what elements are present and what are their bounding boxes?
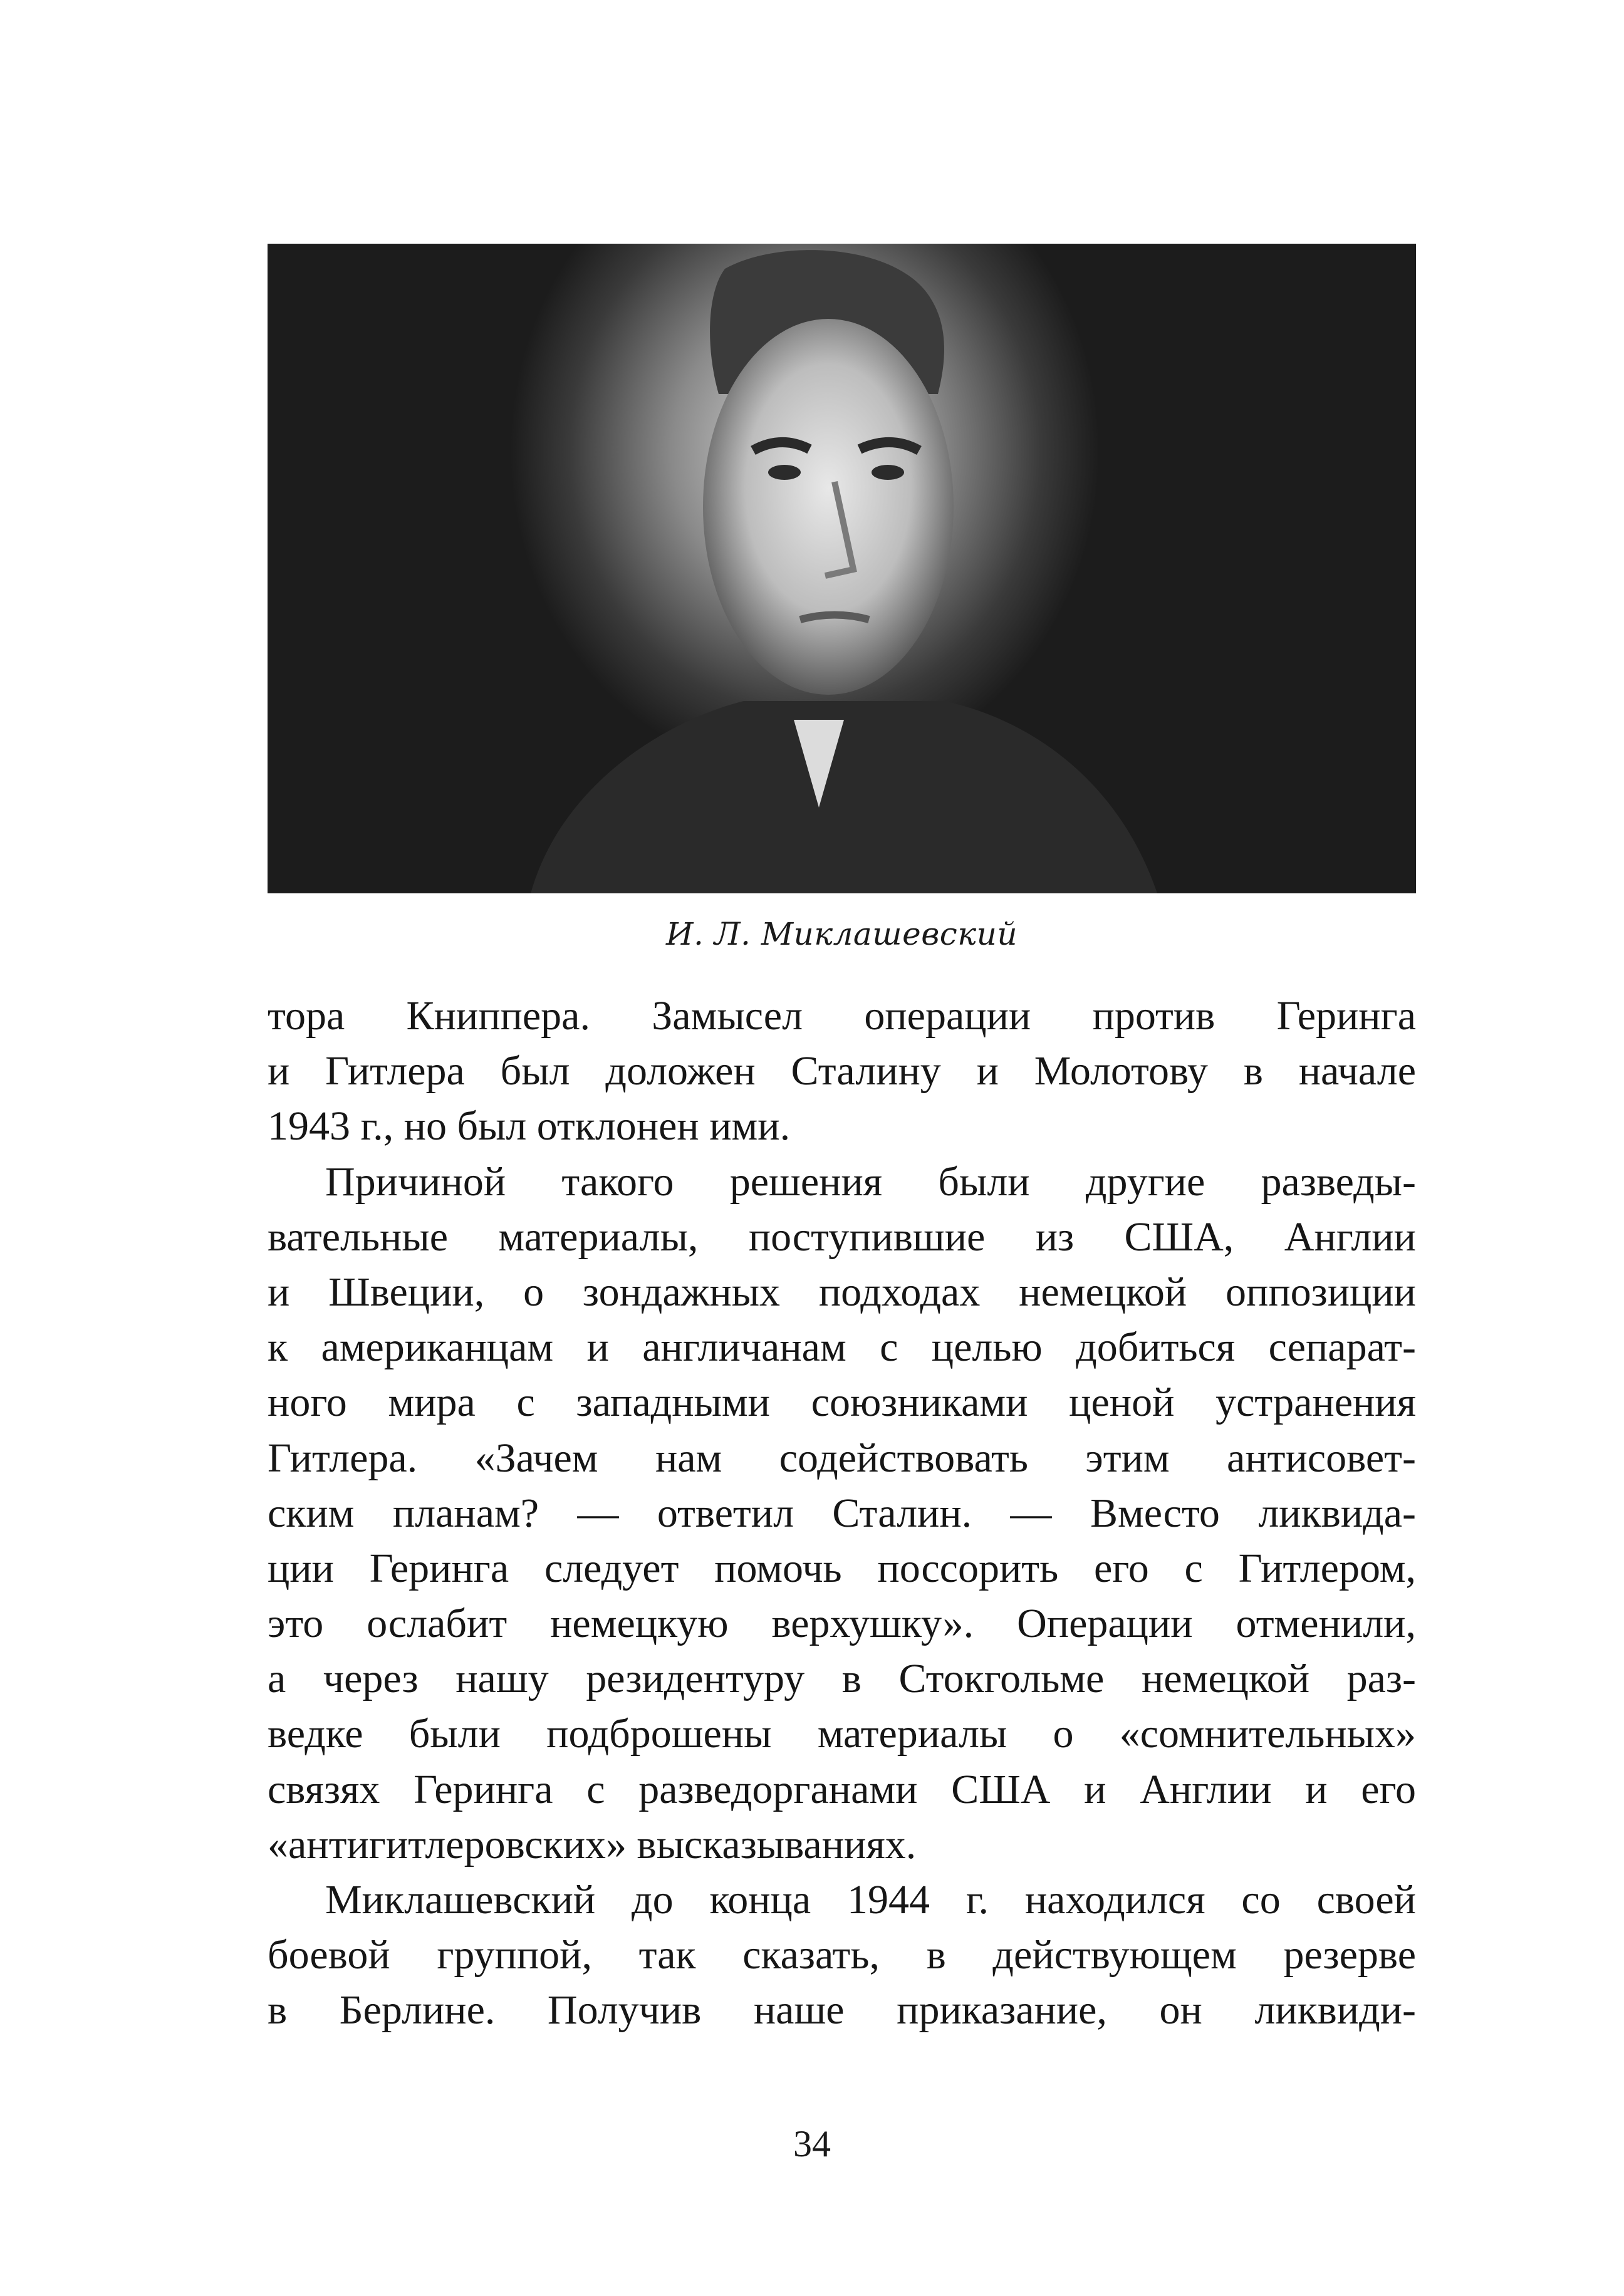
page-number: 34: [793, 2123, 831, 2164]
text-line: боевой группой, так сказать, в действующем резерве: [268, 1932, 1416, 1978]
text-line: ции Геринга следует помочь поссорить его с Гитлером,: [268, 1545, 1416, 1591]
text-line: 1943 г., но был отклонен ими.: [268, 1103, 791, 1150]
portrait-image: [268, 244, 1416, 893]
text-line: тора Книппера. Замысел операции против Геринга: [268, 993, 1416, 1039]
text-line: Причиной такого решения были другие разведы-: [325, 1158, 1416, 1205]
text-line: ного мира с западными союзниками ценой устранения: [268, 1379, 1416, 1426]
text-line: Миклашевский до конца 1944 г. находился со своей: [325, 1877, 1416, 1923]
text-line: вательные материалы, поступившие из США, Англии: [268, 1213, 1416, 1260]
text-line: к американцам и англичанам с целью добиться сепарат-: [268, 1324, 1416, 1371]
portrait-photo: [268, 244, 1416, 893]
body-text: [268, 989, 1416, 2039]
text-line: а через нашу резидентуру в Стокгольме немецкой раз-: [268, 1656, 1416, 1702]
text-line: это ослабит немецкую верхушку». Операции отменили,: [268, 1601, 1416, 1647]
text-line: ским планам? — ответил Сталин. — Вместо ликвида-: [268, 1490, 1416, 1536]
text-line: ведке были подброшены материалы о «сомнительных»: [268, 1711, 1416, 1757]
text-line: и Швеции, о зондажных подходах немецкой оппозиции: [268, 1269, 1416, 1315]
text-line: Гитлера. «Зачем нам содействовать этим антисовет-: [268, 1435, 1416, 1481]
text-line: и Гитлера был доложен Сталину и Молотову в начале: [268, 1048, 1416, 1094]
text-line: в Берлине. Получив наше приказание, он ликвиди-: [268, 1987, 1416, 2034]
text-line: связях Геринга с разведорганами США и Англии и его: [268, 1766, 1416, 1812]
photo-caption: И. Л. Миклашевский: [665, 916, 1018, 952]
text-line: «антигитлеровских» высказываниях.: [268, 1821, 917, 1867]
